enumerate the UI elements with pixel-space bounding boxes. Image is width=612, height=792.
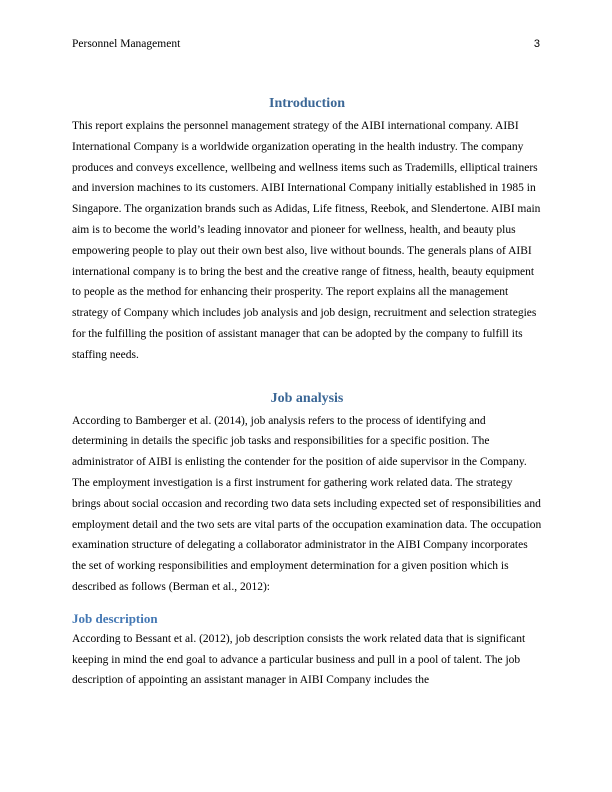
- page-number: 3: [533, 38, 540, 50]
- running-header-title: Personnel Management: [72, 38, 181, 50]
- document-body: [72, 94, 542, 691]
- introduction-paragraph: This report explains the personnel management strategy of the AIBI international company. AIBI International Company is a worldwide organization operating in the health industry. The company produces and conveys excellence, wellbeing and wellness items such as Trademills, elliptical trainers and inversion machines to its customers. AIBI International Company initially established in 1985 in Singapore. The organization brands such as Adidas, Life fitness, Reebok, and Slendertone. AIBI main aim is to become the world’s leading innovator and pioneer for wellness, health, and beauty plus empowering people to play out their own best also, live without bounds. The generals plans of AIBI international company is to bring the best and the creative range of fitness, health, beauty equipment to people as the method for enhancing their prosperity. The report explains all the management strategy of Company which includes job analysis and job design, recruitment and selection strategies for the fulfilling the position of assistant manager that can be adopted by the company to fulfill its staffing needs.: [72, 120, 541, 361]
- job-analysis-paragraph: According to Bamberger et al. (2014), job analysis refers to the process of identifying and determining in details the specific job tasks and responsibilities for a specific position. The administrator of AIBI is enlisting the contender for the position of aide supervisor in the Company. The employment investigation is a first instrument for gathering work related data. The strategy brings about social occasion and recording two data sets including expected set of responsibilities and employment detail and the two sets are vital parts of the occupation examination data. The occupation examination structure of delegating a collaborator administrator in the AIBI Company incorporates the set of working responsibilities and employment determination for a given position which is described as follows (Berman et al., 2012):: [72, 414, 542, 593]
- introduction-heading: Introduction: [269, 96, 345, 111]
- job-analysis-heading: Job analysis: [270, 390, 344, 406]
- job-description-paragraph: According to Bessant et al. (2012), job description consists the work related data that is significant keeping in mind the end goal to advance a particular business and pull in a pool of talent. The job description of appointing an assistant manager in AIBI Company includes the: [72, 632, 526, 687]
- job-description-heading: Job description: [72, 610, 158, 626]
